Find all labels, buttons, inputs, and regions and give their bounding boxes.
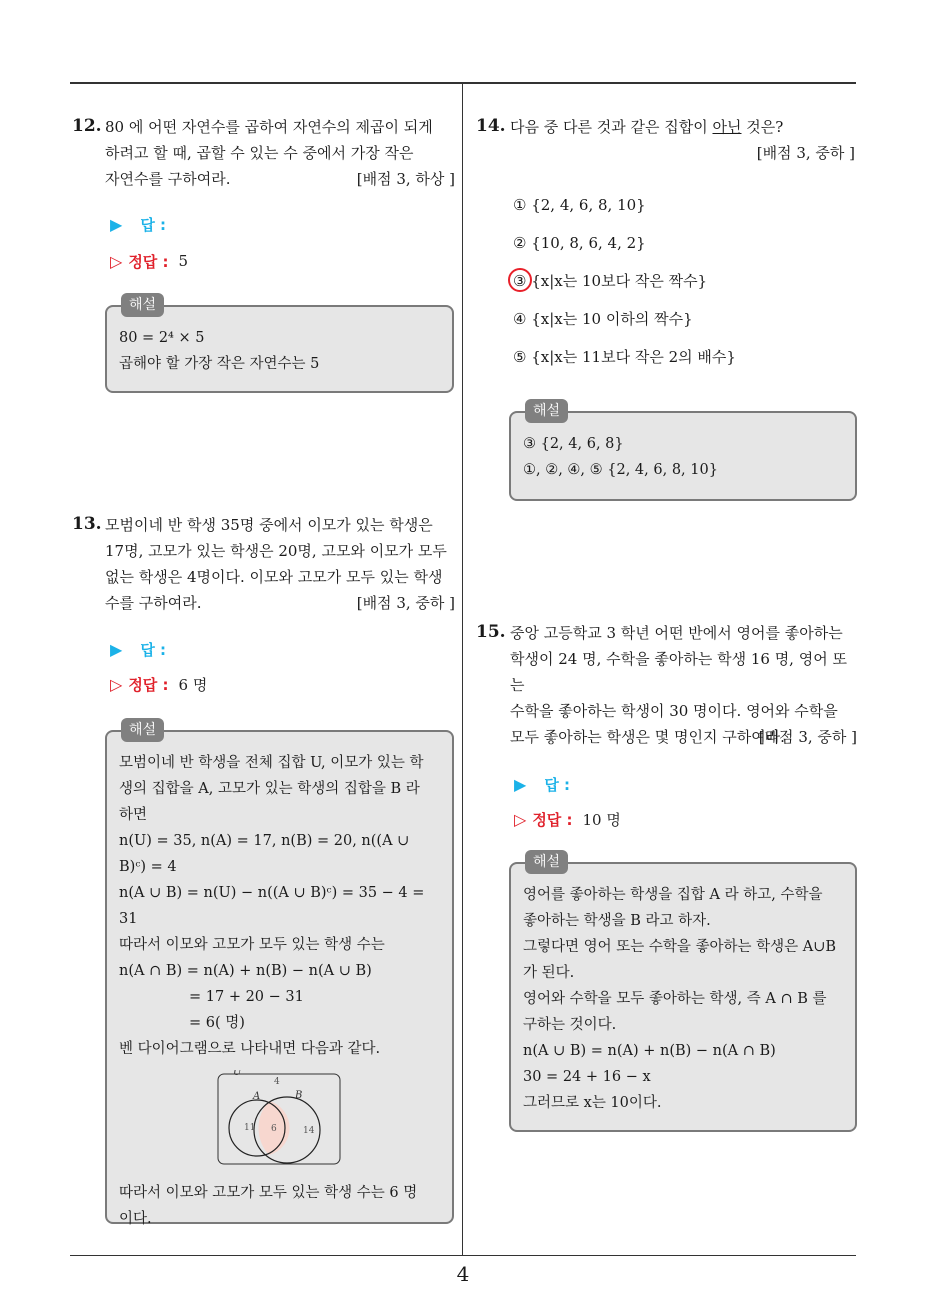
play-triangle-icon: ▶ bbox=[110, 214, 123, 234]
outline-triangle-icon: ▷ bbox=[514, 809, 527, 829]
option-4[interactable]: ④ {x|x는 10 이하의 짝수} bbox=[513, 310, 693, 328]
outline-triangle-icon: ▷ bbox=[110, 251, 123, 271]
bottom-rule bbox=[70, 1255, 856, 1256]
explanation-line: 30 = 24 + 16 − x bbox=[523, 1069, 651, 1085]
top-rule bbox=[70, 82, 856, 84]
explanation-tag: 해설 bbox=[525, 399, 568, 423]
selected-circle-icon bbox=[508, 268, 532, 292]
text-line: 하려고 할 때, 곱할 수 있는 수 중에서 가장 작은 bbox=[105, 144, 414, 162]
explanation-tag: 해설 bbox=[121, 293, 164, 317]
explanation-tag: 해설 bbox=[525, 850, 568, 874]
question-text bbox=[510, 114, 860, 140]
correct-answer-row bbox=[514, 807, 621, 831]
text-line: 학생이 24 명, 수학을 좋아하는 학생 16 명, 영어 또는 bbox=[510, 650, 847, 694]
explanation-box bbox=[509, 403, 857, 501]
text-underlined: 아닌 bbox=[712, 118, 742, 136]
answer-row[interactable] bbox=[514, 772, 570, 796]
correct-label: 정답 : bbox=[128, 675, 169, 694]
venn-diagram bbox=[217, 1070, 343, 1166]
answer-row[interactable] bbox=[110, 212, 166, 236]
explanation-box bbox=[105, 722, 454, 1227]
explanation-line: = 17 + 20 − 31 bbox=[189, 989, 304, 1005]
answer-row[interactable] bbox=[110, 637, 166, 661]
explanation-line: 모범이네 반 학생을 전체 집합 U, 이모가 있는 학 bbox=[119, 755, 424, 771]
page-number: 4 bbox=[456, 1262, 470, 1286]
question-number: 14. bbox=[476, 116, 506, 136]
explanation-line: 생의 집합을 A, 고모가 있는 학생의 집합을 B 라 bbox=[119, 781, 420, 797]
venn-a-label: A bbox=[253, 1091, 261, 1102]
correct-answer-row bbox=[110, 249, 188, 273]
explanation-line: 그러므로 x는 10이다. bbox=[523, 1095, 662, 1111]
option-5[interactable]: ⑤ {x|x는 11보다 작은 2의 배수} bbox=[513, 348, 736, 366]
explanation-line: 따라서 이모와 고모가 모두 있는 학생 수는 6 명 bbox=[119, 1185, 418, 1201]
outline-triangle-icon: ▷ bbox=[110, 674, 123, 694]
correct-value: 5 bbox=[178, 252, 189, 270]
explanation-line: = 6( 명) bbox=[189, 1015, 245, 1031]
explanation-line: 좋아하는 학생을 B 라고 하자. bbox=[523, 913, 711, 929]
explanation-line: n(A ∪ B) = n(U) − n((A ∪ B)ᶜ) = 35 − 4 = 31 bbox=[119, 885, 425, 927]
correct-label: 정답 : bbox=[128, 252, 169, 271]
explanation-box bbox=[105, 297, 454, 393]
option-3[interactable] bbox=[513, 262, 853, 300]
score-label: [배점 3, 하상 ] bbox=[356, 170, 455, 188]
question-number: 13. bbox=[72, 514, 102, 534]
venn-only-b-value: 14 bbox=[303, 1126, 315, 1136]
column-divider bbox=[462, 84, 463, 1256]
explanation-line: B)ᶜ) = 4 bbox=[119, 859, 177, 875]
text-line: 없는 학생은 4명이다. 이모와 고모가 모두 있는 학생 bbox=[105, 568, 443, 586]
text-line: 모두 좋아하는 학생은 몇 명인지 구하여라. bbox=[510, 728, 785, 746]
text-line: 17명, 고모가 있는 학생은 20명, 고모와 이모가 모두 bbox=[105, 542, 447, 560]
option-2[interactable]: ② {10, 8, 6, 4, 2} bbox=[513, 234, 646, 252]
correct-label: 정답 : bbox=[532, 810, 573, 829]
text-line: 중앙 고등학교 3 학년 어떤 반에서 영어를 좋아하는 bbox=[510, 624, 843, 642]
correct-answer-row bbox=[110, 672, 207, 696]
question-number: 15. bbox=[476, 622, 506, 642]
explanation-line: 가 된다. bbox=[523, 965, 575, 981]
question-number: 12. bbox=[72, 116, 102, 136]
venn-u-label: U bbox=[233, 1070, 242, 1078]
play-triangle-icon: ▶ bbox=[514, 774, 527, 794]
venn-b-label: B bbox=[295, 1090, 303, 1101]
text-line: 수를 구하여라. bbox=[105, 594, 202, 612]
answer-label: 답 : bbox=[140, 215, 167, 234]
answer-label: 답 : bbox=[140, 640, 167, 659]
explanation-line: 영어와 수학을 모두 좋아하는 학생, 즉 A ∩ B 를 bbox=[523, 991, 827, 1007]
explanation-tag: 해설 bbox=[121, 718, 164, 742]
explanation-line: n(A ∪ B) = n(A) + n(B) − n(A ∩ B) bbox=[523, 1043, 776, 1059]
explanation-box bbox=[509, 854, 857, 1132]
explanation-line: 벤 다이어그램으로 나타내면 다음과 같다. bbox=[119, 1041, 381, 1057]
text-before: 다음 중 다른 것과 같은 집합이 bbox=[510, 118, 713, 136]
correct-value: 6 명 bbox=[178, 675, 208, 694]
explanation-line: 영어를 좋아하는 학생을 집합 A 라 하고, 수학을 bbox=[523, 887, 823, 903]
venn-svg bbox=[217, 1070, 343, 1166]
explanation-line: 곱해야 할 가장 작은 자연수는 5 bbox=[119, 356, 320, 372]
explanation-line: 이다. bbox=[119, 1211, 152, 1227]
text-line: 자연수를 구하여라. bbox=[105, 170, 231, 188]
score-label: [배점 3, 중하 ] bbox=[758, 728, 857, 746]
explanation-line: n(U) = 35, n(A) = 17, n(B) = 20, n((A ∪ bbox=[119, 833, 410, 849]
explanation-line: ③ {2, 4, 6, 8} bbox=[523, 436, 624, 452]
play-triangle-icon: ▶ bbox=[110, 639, 123, 659]
explanation-line: 그렇다면 영어 또는 수학을 좋아하는 학생은 A∪B bbox=[523, 939, 837, 955]
explanation-line: n(A ∩ B) = n(A) + n(B) − n(A ∪ B) bbox=[119, 963, 372, 979]
options-list bbox=[513, 186, 853, 376]
explanation-line: ①, ②, ④, ⑤ {2, 4, 6, 8, 10} bbox=[523, 462, 718, 478]
option-3-label: ③ {x|x는 10보다 작은 짝수} bbox=[513, 272, 708, 290]
option-1[interactable]: ① {2, 4, 6, 8, 10} bbox=[513, 196, 646, 214]
text-after: 것은? bbox=[741, 118, 784, 136]
explanation-line: 하면 bbox=[119, 807, 148, 823]
text-line: 수학을 좋아하는 학생이 30 명이다. 영어와 수학을 bbox=[510, 702, 838, 720]
correct-value: 10 명 bbox=[582, 810, 621, 829]
answer-label: 답 : bbox=[544, 775, 571, 794]
explanation-line: 따라서 이모와 고모가 모두 있는 학생 수는 bbox=[119, 937, 385, 953]
score-label: [배점 3, 중하 ] bbox=[356, 594, 455, 612]
text-line: 80 에 어떤 자연수를 곱하여 자연수의 제곱이 되게 bbox=[105, 118, 433, 136]
venn-only-a-value: 11 bbox=[244, 1123, 256, 1133]
venn-both-value: 6 bbox=[271, 1124, 277, 1134]
text-line: 모범이네 반 학생 35명 중에서 이모가 있는 학생은 bbox=[105, 516, 433, 534]
explanation-line: 80 = 2⁴ × 5 bbox=[119, 330, 205, 346]
explanation-line: 구하는 것이다. bbox=[523, 1017, 617, 1033]
score-label: [배점 3, 중하 ] bbox=[756, 144, 855, 162]
venn-outside-value: 4 bbox=[274, 1077, 280, 1087]
